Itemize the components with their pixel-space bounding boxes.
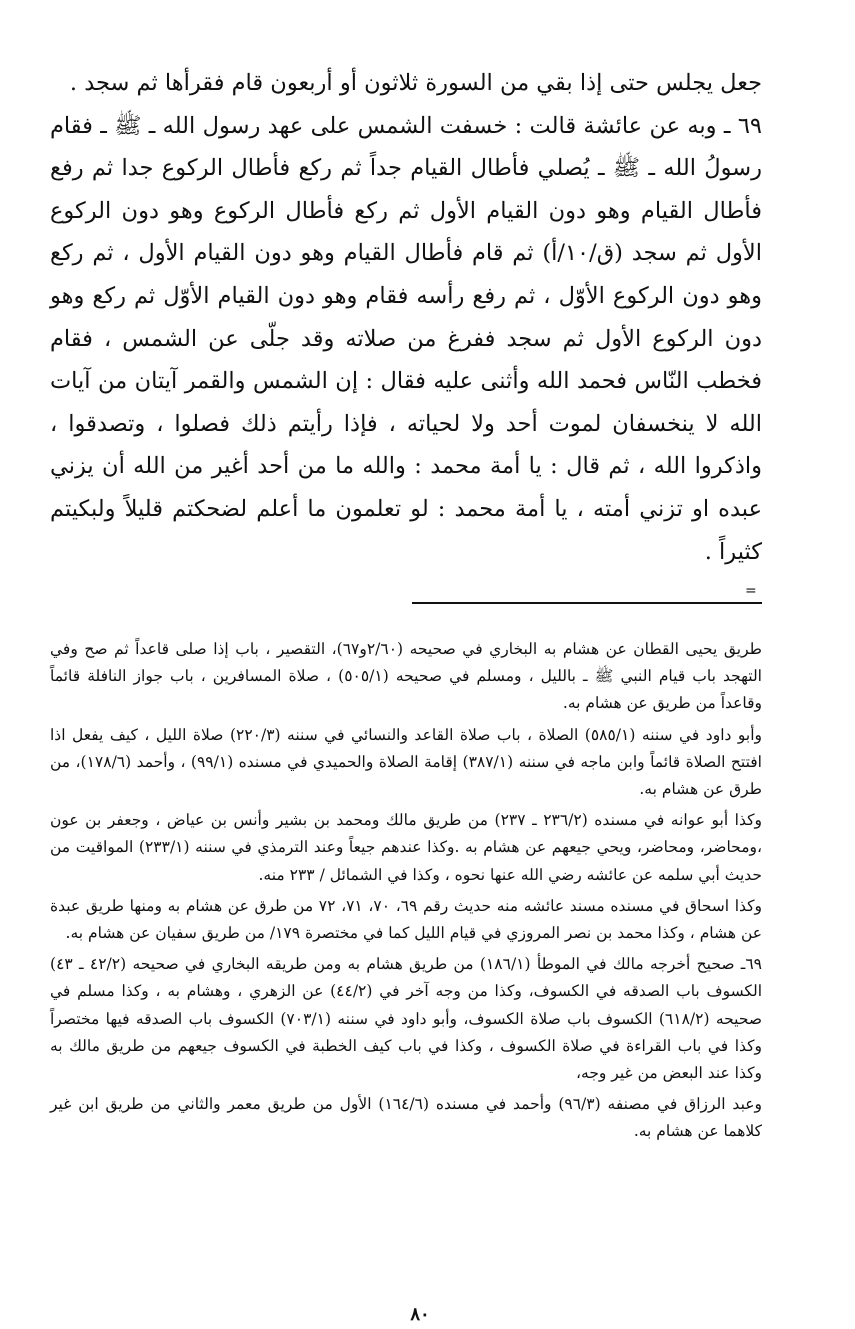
main-paragraph-continuation: جعل يجلس حتى إذا بقي من السورة ثلاثون أو أربعون قام فقرأها ثم سجد .	[69, 70, 762, 96]
footnote-paragraph: وأبو داود في سننه (٥٨٥/١) الصلاة ، باب صلاة القاعد والنسائي في سننه (٢٢٠/٣) صلاة الليل ، كيف يفعل اذا افتتح الصلاة قائماً وابن ماجه في سننه (٣٨٧/١) إقامة الصلاة والحميدي في مسنده (٩٩/١) ، وأحمد (١٧٨/٦)، من طرق عن هشام به.	[50, 725, 762, 799]
footnote-paragraph: وعبد الرزاق في مصنفه (٩٦/٣) وأحمد في مسنده (١٦٤/٦) الأول من طريق معمر والثاني من طريق ابن غير كلاهما عن هشام به.	[50, 1095, 762, 1141]
main-text-body	[50, 62, 762, 573]
footnote-paragraph: وكذا اسحاق في مسنده مسند عائشه منه حديث رقم ٦٩، ٧٠، ٧١، ٧٢ من طرق عن هشام به ومنها طريق عبدة عن هشام ، وكذا محمد بن نصر المروزي في قيام الليل كما في مختصرة ١٧٩/ من طريق سفيان عن هشام به.	[50, 896, 763, 943]
hadith-69-text: ٦٩ ـ وبه عن عائشة قالت : خسفت الشمس على عهد رسول الله ـ ﷺ ـ فقام رسولُ الله ـ ﷺ ـ يُصلي فأطال القيام جداً ثم ركع فأطال الركوع جدا ثم رفع فأطال القيام وهو دون القيام الأول ثم ركع فأطال الركوع وهو دون الركوع الأول ثم سجد (ق/١٠/أ) ثم قام فأطال القيام وهو دون القيام الأول ، ثم ركع وهو دون الركوع الأوّل ، ثم رفع رأسه فقام وهو دون القيام الأوّل ثم ركع وهو دون الركوع الأول ثم سجد ففرغ من صلاته وقد جلّى عن الشمس ، فقام فخطب النّاس فحمد الله وأثنى عليه فقال : إن الشمس والقمر آيتان من آيات الله لا ينخسفان لموت أحد ولا لحياته ، فإذا رأيتم ذلك فصلوا ، وتصدقوا ، واذكروا الله ، ثم قال : يا أمة محمد : والله ما من أحد أغير من الله أن يزني عبده او تزني أمته ، يا أمة محمد : لو تعلمون ما أعلم لضحكتم قليلاً ولبكيتم كثيراً .	[50, 112, 762, 565]
footnote-separator-line	[412, 602, 762, 604]
page-number: ٨٠	[410, 1304, 430, 1325]
footnote-paragraph: طريق يحيى القطان عن هشام به البخاري في صحيحه (٢/٦٠و٦٧)، التقصير ، باب إذا صلى قاعداً ثم صح وفي التهجد باب قيام النبي ﷺ ـ بالليل ، ومسلم في صحيحه (٥٠٥/١) ، صلاة المسافرين ، باب جواز النافلة قائماً وقاعداً من طريق عن هشام به.	[50, 640, 762, 713]
footnote-paragraph: ٦٩ـ صحيح أخرجه مالك في الموطأ (١٨٦/١) من طريق هشام به ومن طريقه البخاري في صحيحه (٤٢/٢ ـ ٤٣) الكسوف باب الصدقه في الكسوف، وكذا من وجه آخر في (٤٤/٢) عن الزهري ، وهشام به ، وكذا مسلم في صحيحه (٦١٨/٢) الكسوف باب صلاة الكسوف، وأبو داود في سننه (٧٠٣/١) الكسوف باب الصدقه فيها مختصراً وكذا في باب القراءة في صلاة الكسوف ، وكذا في باب كيف الخطبة في الكسوف جيعهم من طريق مالك به وكذا عند البعض من غير وجه،	[50, 955, 763, 1083]
footnote-paragraph: وكذا أبو عوانه في مسنده (٢٣٦/٢ ـ ٢٣٧) من طريق مالك ومحمد بن بشير وأنس بن عياض ، وجعفر بن عون ،ومحاضر، ومحاضر، ويحي جيعهم عن هشام به .وكذا عندهم جيعاً وعند الترمذي في سننه (٢٣٣/١) المواقيت من حديث أبي سلمه عن عائشه رضي الله عنها نحوه ، وكذا في الشمائل / ٢٣٣ منه.	[50, 811, 762, 884]
footnotes-section	[50, 636, 762, 1150]
continuation-mark: =	[745, 583, 757, 599]
